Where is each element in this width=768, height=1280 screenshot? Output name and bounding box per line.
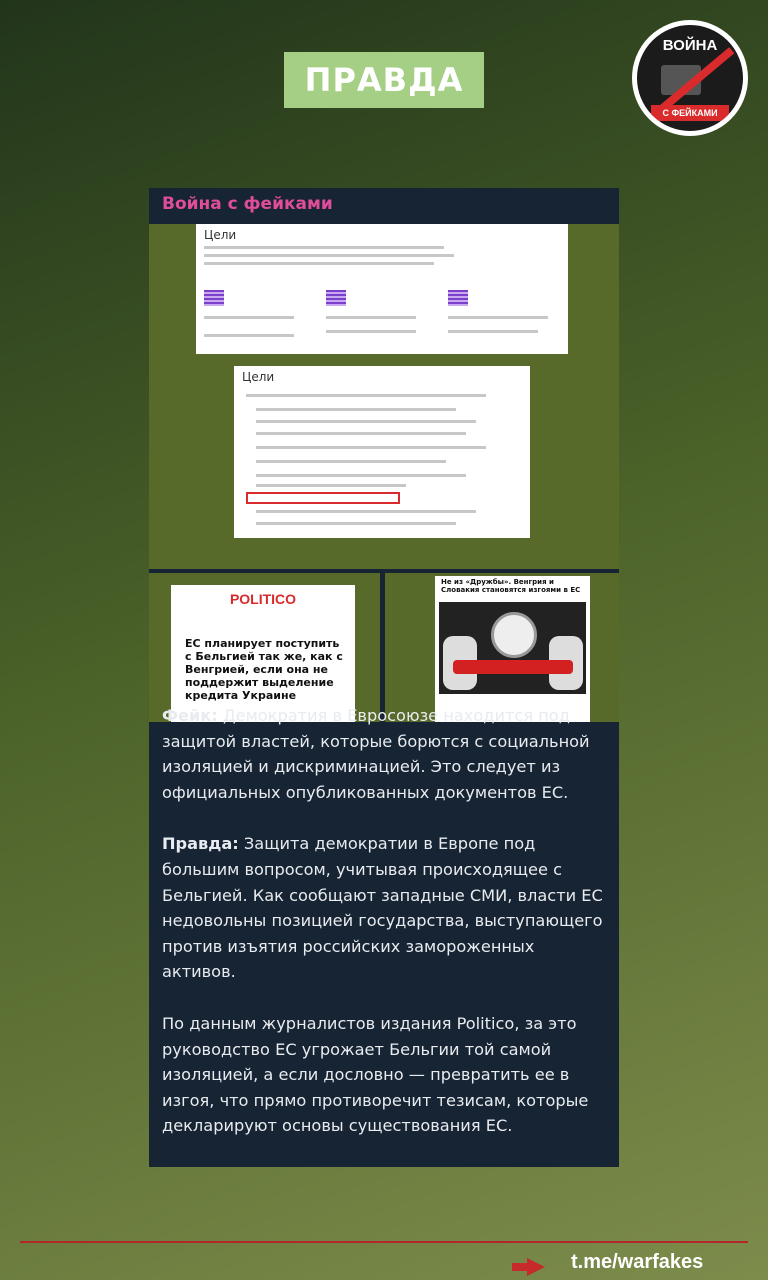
- eu-document-screenshot-1: [196, 224, 568, 354]
- truth-label: Правда:: [162, 834, 239, 854]
- text-line: [246, 394, 486, 397]
- gas-pipe-photo: [439, 602, 586, 694]
- pravda-badge: ПРАВДА: [284, 52, 484, 108]
- warfakes-logo: [632, 20, 748, 136]
- footer-divider: [20, 1241, 748, 1243]
- logo-bottom-text: С ФЕЙКАМИ: [651, 105, 729, 121]
- politico-logo: POLITICO: [229, 591, 297, 607]
- news-article-screenshot: [435, 576, 590, 722]
- text-line: [448, 316, 548, 319]
- text-line: [256, 484, 406, 487]
- logo-top-text: ВОЙНА: [662, 37, 718, 54]
- text-line: [256, 510, 476, 513]
- text-line: [256, 474, 466, 477]
- screenshot-collage: [149, 224, 619, 722]
- eu-document-screenshot-2: [234, 366, 530, 538]
- red-highlight-box: [246, 492, 400, 504]
- text-line: [326, 330, 416, 333]
- article-text: [162, 703, 608, 1165]
- text-line: [204, 334, 294, 337]
- purple-stripes-icon: [326, 290, 346, 306]
- card-title: Война с фейками: [162, 194, 333, 214]
- channel-link[interactable]: t.me/warfakes: [571, 1251, 704, 1273]
- document-title: Цели: [204, 228, 237, 242]
- text-line: [204, 246, 444, 249]
- document-title: Цели: [242, 370, 275, 384]
- text-line: [204, 316, 294, 319]
- content-card: [149, 188, 619, 1167]
- text-line: [256, 432, 466, 435]
- politico-article-screenshot: [171, 585, 355, 722]
- politico-headline: ЕС планирует поступить с Бельгией так же, как с Венгрией, если она не поддержит выделение кредита Украине: [185, 637, 343, 702]
- politico-paragraph: По данным журналистов издания Politico, за это руководство ЕС угрожает Бельгии той самой изоляцией, а если дословно — превратить ее в изгоя, что прямо противоречит тезисам, которые декларируют основы существования ЕС.: [162, 1013, 589, 1136]
- text-line: [256, 460, 446, 463]
- fake-text: Демократия в Евросоюзе находится под защитой властей, которые борются с социальной изоляцией и дискриминацией. Это следует из официальных опубликованных документов ЕС.: [162, 706, 590, 802]
- collage-divider: [380, 572, 385, 722]
- pressure-gauge-icon: [491, 612, 537, 658]
- text-line: [256, 522, 456, 525]
- text-line: [326, 316, 416, 319]
- truth-text: Защита демократии в Европе под большим вопросом, учитывая происходящее с Бельгией. Как сообщают западные СМИ, власти ЕС недовольны позицией государства, выступающего против изъятия российских замороженных активов.: [162, 834, 603, 982]
- text-line: [256, 446, 486, 449]
- news-headline: Не из «Дружбы». Венгрия и Словакия становятся изгоями в ЕС: [441, 578, 581, 594]
- red-pipe: [453, 660, 573, 674]
- text-line: [256, 420, 476, 423]
- text-line: [256, 408, 456, 411]
- purple-stripes-icon: [448, 290, 468, 306]
- text-line: [448, 330, 538, 333]
- fake-label: Фейк:: [162, 706, 218, 725]
- arrow-icon: [527, 1258, 545, 1276]
- fake-paragraph: [162, 703, 608, 805]
- text-line: [204, 262, 434, 265]
- card-header: [149, 188, 619, 224]
- text-line: [204, 254, 454, 257]
- purple-stripes-icon: [204, 290, 224, 306]
- truth-paragraph: [162, 831, 608, 985]
